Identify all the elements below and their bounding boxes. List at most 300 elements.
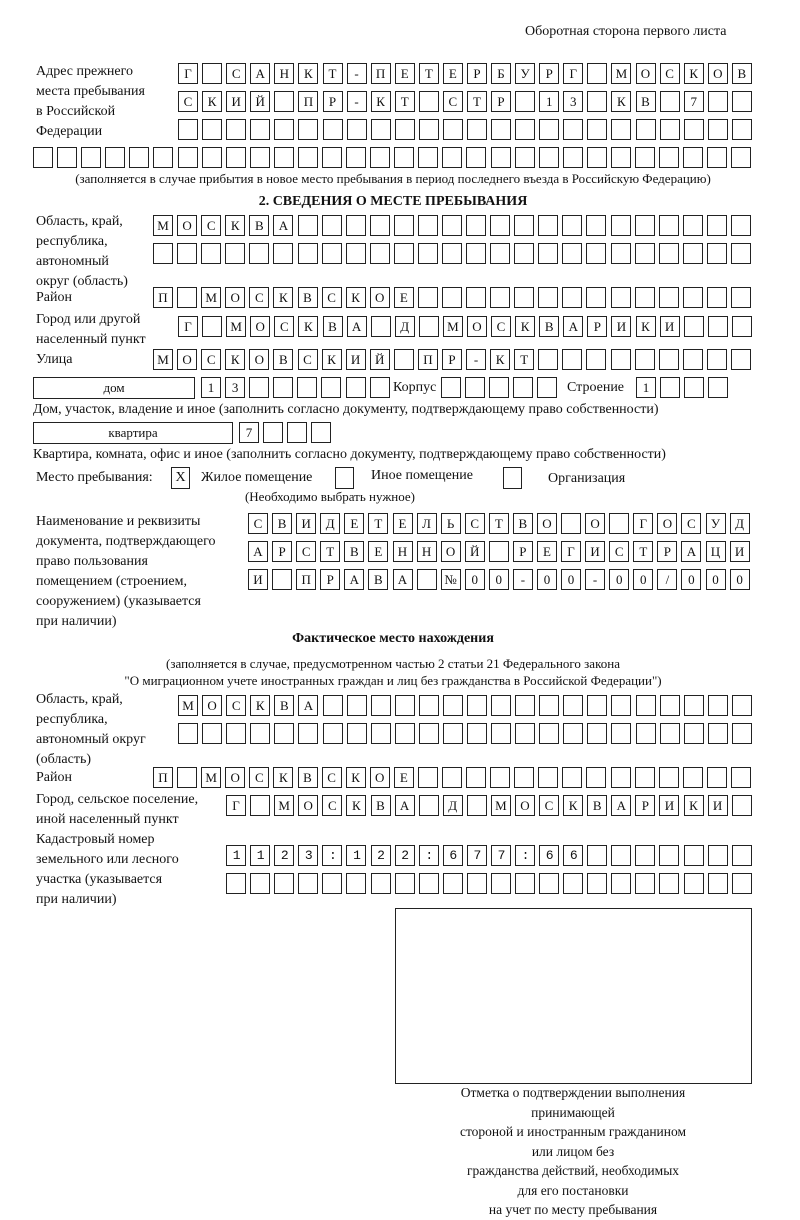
char-box[interactable] bbox=[418, 767, 438, 788]
char-box[interactable]: В bbox=[249, 215, 269, 236]
char-box[interactable] bbox=[298, 243, 318, 264]
char-box[interactable]: К bbox=[225, 349, 245, 370]
char-box[interactable] bbox=[707, 147, 727, 168]
char-box[interactable]: С bbox=[178, 91, 198, 112]
char-box[interactable] bbox=[249, 377, 269, 398]
char-box[interactable]: С bbox=[660, 63, 680, 84]
char-box[interactable] bbox=[538, 287, 558, 308]
char-box[interactable] bbox=[250, 723, 270, 744]
char-box[interactable] bbox=[274, 873, 294, 894]
char-box[interactable] bbox=[611, 119, 631, 140]
char-box[interactable]: А bbox=[344, 569, 364, 590]
char-box[interactable] bbox=[298, 873, 318, 894]
char-box[interactable] bbox=[226, 147, 246, 168]
char-box[interactable] bbox=[707, 767, 727, 788]
char-box[interactable] bbox=[539, 119, 559, 140]
char-box[interactable]: С bbox=[296, 541, 316, 562]
char-box[interactable] bbox=[708, 377, 728, 398]
char-box[interactable] bbox=[467, 873, 487, 894]
char-box[interactable] bbox=[322, 243, 342, 264]
char-box[interactable] bbox=[370, 147, 390, 168]
char-box[interactable] bbox=[635, 845, 655, 866]
char-box[interactable] bbox=[465, 377, 485, 398]
char-box[interactable] bbox=[562, 215, 582, 236]
char-box[interactable] bbox=[708, 695, 728, 716]
char-box[interactable] bbox=[490, 767, 510, 788]
char-box[interactable] bbox=[684, 873, 704, 894]
char-box[interactable] bbox=[419, 873, 439, 894]
char-box[interactable] bbox=[395, 695, 415, 716]
char-box[interactable]: С bbox=[226, 695, 246, 716]
char-box[interactable]: И bbox=[296, 513, 316, 534]
char-box[interactable]: О bbox=[298, 795, 318, 816]
char-box[interactable] bbox=[538, 215, 558, 236]
char-box[interactable]: Р bbox=[539, 63, 559, 84]
char-box[interactable] bbox=[491, 119, 511, 140]
char-box[interactable] bbox=[371, 119, 391, 140]
char-box[interactable]: С bbox=[249, 287, 269, 308]
char-box[interactable] bbox=[636, 695, 656, 716]
char-box[interactable] bbox=[371, 873, 391, 894]
char-box[interactable] bbox=[684, 695, 704, 716]
char-box[interactable]: Г bbox=[633, 513, 653, 534]
char-box[interactable] bbox=[537, 377, 557, 398]
char-box[interactable]: И bbox=[730, 541, 750, 562]
char-box[interactable] bbox=[708, 91, 728, 112]
char-box[interactable]: А bbox=[563, 316, 583, 337]
char-box[interactable]: И bbox=[346, 349, 366, 370]
char-box[interactable]: С bbox=[322, 767, 342, 788]
char-box[interactable]: Е bbox=[395, 63, 415, 84]
char-box[interactable] bbox=[129, 147, 149, 168]
char-box[interactable] bbox=[514, 215, 534, 236]
char-box[interactable] bbox=[394, 215, 414, 236]
char-box[interactable] bbox=[249, 243, 269, 264]
char-box[interactable]: В bbox=[587, 795, 607, 816]
char-box[interactable]: П bbox=[153, 287, 173, 308]
char-box[interactable]: П bbox=[418, 349, 438, 370]
char-box[interactable] bbox=[684, 377, 704, 398]
char-box[interactable] bbox=[347, 695, 367, 716]
char-box[interactable] bbox=[708, 723, 728, 744]
char-box[interactable] bbox=[587, 147, 607, 168]
char-box[interactable] bbox=[660, 723, 680, 744]
char-box[interactable] bbox=[202, 723, 222, 744]
char-box[interactable] bbox=[515, 119, 535, 140]
char-box[interactable] bbox=[515, 723, 535, 744]
char-box[interactable] bbox=[443, 723, 463, 744]
char-box[interactable] bbox=[419, 695, 439, 716]
char-box[interactable] bbox=[732, 873, 752, 894]
char-box[interactable]: 0 bbox=[465, 569, 485, 590]
char-box[interactable]: М bbox=[226, 316, 246, 337]
char-box[interactable] bbox=[684, 119, 704, 140]
char-box[interactable] bbox=[394, 243, 414, 264]
char-box[interactable]: В bbox=[732, 63, 752, 84]
char-box[interactable] bbox=[225, 243, 245, 264]
char-box[interactable]: Р bbox=[323, 91, 343, 112]
char-box[interactable] bbox=[586, 767, 606, 788]
char-box[interactable] bbox=[419, 91, 439, 112]
char-box[interactable] bbox=[708, 873, 728, 894]
char-box[interactable]: К bbox=[346, 287, 366, 308]
char-box[interactable] bbox=[731, 147, 751, 168]
char-box[interactable]: С bbox=[443, 91, 463, 112]
char-box[interactable]: О bbox=[636, 63, 656, 84]
char-box[interactable] bbox=[467, 723, 487, 744]
char-box[interactable]: Н bbox=[393, 541, 413, 562]
char-box[interactable] bbox=[322, 873, 342, 894]
char-box[interactable]: А bbox=[298, 695, 318, 716]
char-box[interactable]: М bbox=[201, 287, 221, 308]
char-box[interactable] bbox=[467, 695, 487, 716]
char-box[interactable] bbox=[370, 377, 390, 398]
char-box[interactable]: О bbox=[225, 287, 245, 308]
char-box[interactable]: Й bbox=[250, 91, 270, 112]
char-box[interactable]: С bbox=[609, 541, 629, 562]
char-box[interactable]: К bbox=[563, 795, 583, 816]
char-box[interactable] bbox=[442, 147, 462, 168]
char-box[interactable] bbox=[586, 243, 606, 264]
char-box[interactable]: И bbox=[226, 91, 246, 112]
char-box[interactable] bbox=[732, 845, 752, 866]
char-box[interactable]: О bbox=[370, 767, 390, 788]
char-box[interactable] bbox=[514, 767, 534, 788]
char-box[interactable]: Г bbox=[178, 316, 198, 337]
char-box[interactable]: Г bbox=[561, 541, 581, 562]
char-box[interactable]: 7 bbox=[684, 91, 704, 112]
char-box[interactable] bbox=[419, 723, 439, 744]
char-box[interactable] bbox=[370, 243, 390, 264]
char-box[interactable]: Р bbox=[320, 569, 340, 590]
char-box[interactable]: В bbox=[272, 513, 292, 534]
char-box[interactable]: О bbox=[250, 316, 270, 337]
char-box[interactable] bbox=[263, 422, 283, 443]
char-box[interactable]: Е bbox=[394, 767, 414, 788]
char-box[interactable] bbox=[587, 91, 607, 112]
char-box[interactable] bbox=[609, 513, 629, 534]
char-box[interactable]: Т bbox=[368, 513, 388, 534]
char-box[interactable]: М bbox=[274, 795, 294, 816]
char-box[interactable] bbox=[515, 695, 535, 716]
char-box[interactable]: Н bbox=[274, 63, 294, 84]
char-box[interactable]: Ь bbox=[441, 513, 461, 534]
char-box[interactable] bbox=[442, 767, 462, 788]
char-box[interactable] bbox=[562, 767, 582, 788]
char-box[interactable]: К bbox=[225, 215, 245, 236]
char-box[interactable] bbox=[563, 119, 583, 140]
char-box[interactable] bbox=[489, 377, 509, 398]
char-box[interactable]: Р bbox=[442, 349, 462, 370]
char-box[interactable]: И bbox=[248, 569, 268, 590]
char-box[interactable]: Й bbox=[370, 349, 390, 370]
char-box[interactable] bbox=[226, 723, 246, 744]
char-box[interactable]: С bbox=[226, 63, 246, 84]
char-box[interactable] bbox=[274, 723, 294, 744]
char-box[interactable]: Г bbox=[563, 63, 583, 84]
char-box[interactable] bbox=[707, 287, 727, 308]
char-box[interactable] bbox=[707, 215, 727, 236]
char-box[interactable]: О bbox=[537, 513, 557, 534]
char-box[interactable] bbox=[370, 215, 390, 236]
char-box[interactable]: К bbox=[322, 349, 342, 370]
char-box[interactable]: Д bbox=[320, 513, 340, 534]
char-box[interactable]: К bbox=[684, 63, 704, 84]
char-box[interactable]: О bbox=[177, 349, 197, 370]
char-box[interactable] bbox=[684, 723, 704, 744]
char-box[interactable]: Г bbox=[226, 795, 246, 816]
char-box[interactable] bbox=[659, 287, 679, 308]
char-box[interactable] bbox=[586, 287, 606, 308]
char-box[interactable] bbox=[491, 873, 511, 894]
char-box[interactable] bbox=[660, 91, 680, 112]
char-box[interactable]: С bbox=[322, 795, 342, 816]
char-box[interactable] bbox=[178, 147, 198, 168]
char-box[interactable]: Е bbox=[393, 513, 413, 534]
char-box[interactable] bbox=[731, 767, 751, 788]
char-box[interactable] bbox=[371, 316, 391, 337]
char-box[interactable]: К bbox=[298, 316, 318, 337]
char-box[interactable] bbox=[586, 215, 606, 236]
char-box[interactable] bbox=[538, 767, 558, 788]
char-box[interactable] bbox=[490, 215, 510, 236]
char-box[interactable] bbox=[441, 377, 461, 398]
char-box[interactable] bbox=[515, 91, 535, 112]
char-box[interactable] bbox=[298, 119, 318, 140]
char-box[interactable]: 0 bbox=[561, 569, 581, 590]
char-box[interactable] bbox=[466, 767, 486, 788]
char-box[interactable] bbox=[322, 215, 342, 236]
char-box[interactable] bbox=[418, 147, 438, 168]
char-box[interactable] bbox=[33, 147, 53, 168]
char-box[interactable]: В bbox=[368, 569, 388, 590]
char-box[interactable] bbox=[466, 215, 486, 236]
char-box[interactable]: 1 bbox=[201, 377, 221, 398]
char-box[interactable]: А bbox=[248, 541, 268, 562]
char-box[interactable] bbox=[311, 422, 331, 443]
char-box[interactable] bbox=[660, 119, 680, 140]
char-box[interactable] bbox=[587, 695, 607, 716]
char-box[interactable]: О bbox=[225, 767, 245, 788]
char-box[interactable]: Т bbox=[323, 63, 343, 84]
char-box[interactable] bbox=[707, 243, 727, 264]
char-box[interactable] bbox=[611, 287, 631, 308]
char-box[interactable]: Р bbox=[635, 795, 655, 816]
char-box[interactable] bbox=[467, 795, 487, 816]
char-box[interactable]: П bbox=[296, 569, 316, 590]
char-box[interactable]: С bbox=[248, 513, 268, 534]
char-box[interactable]: К bbox=[611, 91, 631, 112]
char-box[interactable]: Р bbox=[491, 91, 511, 112]
char-box[interactable] bbox=[659, 147, 679, 168]
char-box[interactable] bbox=[226, 873, 246, 894]
char-box[interactable] bbox=[177, 287, 197, 308]
char-box[interactable]: Т bbox=[633, 541, 653, 562]
char-box[interactable]: М bbox=[153, 215, 173, 236]
char-box[interactable] bbox=[660, 695, 680, 716]
char-box[interactable]: В bbox=[274, 695, 294, 716]
char-box[interactable]: К bbox=[273, 767, 293, 788]
char-box[interactable] bbox=[466, 147, 486, 168]
char-box[interactable] bbox=[708, 845, 728, 866]
char-box[interactable]: / bbox=[657, 569, 677, 590]
char-box[interactable]: А bbox=[395, 795, 415, 816]
char-box[interactable] bbox=[660, 377, 680, 398]
char-box[interactable]: М bbox=[611, 63, 631, 84]
char-box[interactable] bbox=[105, 147, 125, 168]
char-box[interactable]: Б bbox=[491, 63, 511, 84]
char-box[interactable] bbox=[442, 215, 462, 236]
char-box[interactable] bbox=[394, 349, 414, 370]
char-box[interactable] bbox=[659, 767, 679, 788]
char-box[interactable] bbox=[202, 147, 222, 168]
char-box[interactable] bbox=[562, 287, 582, 308]
char-box[interactable] bbox=[443, 119, 463, 140]
char-box[interactable]: У bbox=[515, 63, 535, 84]
char-box[interactable]: П bbox=[153, 767, 173, 788]
char-box[interactable]: Р bbox=[272, 541, 292, 562]
char-box[interactable]: 7 bbox=[239, 422, 259, 443]
char-box[interactable] bbox=[659, 349, 679, 370]
char-box[interactable] bbox=[539, 723, 559, 744]
char-box[interactable] bbox=[346, 243, 366, 264]
char-box[interactable] bbox=[153, 147, 173, 168]
char-box[interactable]: В bbox=[323, 316, 343, 337]
char-box[interactable]: С bbox=[249, 767, 269, 788]
char-box[interactable] bbox=[298, 147, 318, 168]
char-box[interactable]: С bbox=[539, 795, 559, 816]
char-box[interactable] bbox=[538, 243, 558, 264]
char-box[interactable]: Й bbox=[465, 541, 485, 562]
char-box[interactable] bbox=[515, 873, 535, 894]
char-box[interactable] bbox=[346, 377, 366, 398]
char-box[interactable] bbox=[202, 63, 222, 84]
char-box[interactable]: К bbox=[490, 349, 510, 370]
char-box[interactable]: К bbox=[371, 91, 391, 112]
char-box[interactable] bbox=[708, 316, 728, 337]
char-box[interactable] bbox=[731, 349, 751, 370]
char-box[interactable]: В bbox=[513, 513, 533, 534]
char-box[interactable] bbox=[418, 287, 438, 308]
apartment-type-field[interactable]: квартира bbox=[33, 422, 233, 444]
char-box[interactable] bbox=[732, 695, 752, 716]
char-box[interactable]: К bbox=[346, 767, 366, 788]
char-box[interactable] bbox=[611, 349, 631, 370]
char-box[interactable] bbox=[683, 243, 703, 264]
char-box[interactable] bbox=[274, 119, 294, 140]
char-box[interactable] bbox=[395, 873, 415, 894]
char-box[interactable] bbox=[346, 215, 366, 236]
char-box[interactable]: А bbox=[250, 63, 270, 84]
char-box[interactable] bbox=[587, 119, 607, 140]
char-box[interactable]: С bbox=[465, 513, 485, 534]
char-box[interactable] bbox=[323, 723, 343, 744]
char-box[interactable]: 3 bbox=[563, 91, 583, 112]
char-box[interactable] bbox=[683, 349, 703, 370]
char-box[interactable] bbox=[732, 119, 752, 140]
char-box[interactable] bbox=[466, 287, 486, 308]
char-box[interactable] bbox=[635, 147, 655, 168]
char-box[interactable]: - bbox=[585, 569, 605, 590]
char-box[interactable]: С bbox=[201, 215, 221, 236]
char-box[interactable] bbox=[250, 873, 270, 894]
char-box[interactable] bbox=[683, 287, 703, 308]
char-box[interactable]: В bbox=[371, 795, 391, 816]
char-box[interactable]: Е bbox=[537, 541, 557, 562]
char-box[interactable]: 1 bbox=[539, 91, 559, 112]
char-box[interactable]: Д bbox=[730, 513, 750, 534]
char-box[interactable] bbox=[371, 695, 391, 716]
char-box[interactable] bbox=[491, 147, 511, 168]
char-box[interactable] bbox=[442, 243, 462, 264]
char-box[interactable] bbox=[732, 795, 752, 816]
char-box[interactable] bbox=[635, 215, 655, 236]
char-box[interactable]: Т bbox=[514, 349, 534, 370]
char-box[interactable]: О bbox=[441, 541, 461, 562]
char-box[interactable] bbox=[177, 767, 197, 788]
char-box[interactable] bbox=[611, 147, 631, 168]
char-box[interactable]: К bbox=[273, 287, 293, 308]
char-box[interactable] bbox=[371, 723, 391, 744]
char-box[interactable] bbox=[298, 723, 318, 744]
char-box[interactable] bbox=[707, 349, 727, 370]
char-box[interactable]: В bbox=[539, 316, 559, 337]
char-box[interactable] bbox=[611, 695, 631, 716]
char-box[interactable]: К bbox=[250, 695, 270, 716]
char-box[interactable]: Т bbox=[419, 63, 439, 84]
char-box[interactable] bbox=[683, 215, 703, 236]
char-box[interactable]: Д bbox=[395, 316, 415, 337]
char-box[interactable] bbox=[562, 349, 582, 370]
char-box[interactable] bbox=[611, 723, 631, 744]
char-box[interactable] bbox=[273, 243, 293, 264]
char-box[interactable]: И bbox=[708, 795, 728, 816]
char-box[interactable] bbox=[611, 767, 631, 788]
char-box[interactable] bbox=[587, 63, 607, 84]
char-box[interactable]: Р bbox=[513, 541, 533, 562]
char-box[interactable]: В bbox=[298, 287, 318, 308]
char-box[interactable] bbox=[636, 723, 656, 744]
char-box[interactable]: Т bbox=[467, 91, 487, 112]
char-box[interactable]: 1 bbox=[636, 377, 656, 398]
char-box[interactable] bbox=[587, 723, 607, 744]
char-box[interactable] bbox=[732, 723, 752, 744]
char-box[interactable]: М bbox=[491, 795, 511, 816]
char-box[interactable] bbox=[708, 119, 728, 140]
char-box[interactable]: А bbox=[681, 541, 701, 562]
char-box[interactable] bbox=[489, 541, 509, 562]
char-box[interactable]: Р bbox=[467, 63, 487, 84]
char-box[interactable] bbox=[322, 147, 342, 168]
char-box[interactable]: Т bbox=[320, 541, 340, 562]
char-box[interactable]: М bbox=[178, 695, 198, 716]
char-box[interactable] bbox=[202, 119, 222, 140]
char-box[interactable] bbox=[443, 695, 463, 716]
char-box[interactable] bbox=[563, 723, 583, 744]
residential-checkbox[interactable]: X bbox=[171, 467, 190, 489]
char-box[interactable] bbox=[178, 119, 198, 140]
char-box[interactable] bbox=[419, 795, 439, 816]
char-box[interactable]: С bbox=[201, 349, 221, 370]
char-box[interactable] bbox=[684, 845, 704, 866]
char-box[interactable]: Д bbox=[443, 795, 463, 816]
char-box[interactable]: - bbox=[466, 349, 486, 370]
char-box[interactable] bbox=[491, 695, 511, 716]
char-box[interactable] bbox=[635, 873, 655, 894]
char-box[interactable]: И bbox=[585, 541, 605, 562]
char-box[interactable]: И bbox=[660, 316, 680, 337]
char-box[interactable]: М bbox=[153, 349, 173, 370]
